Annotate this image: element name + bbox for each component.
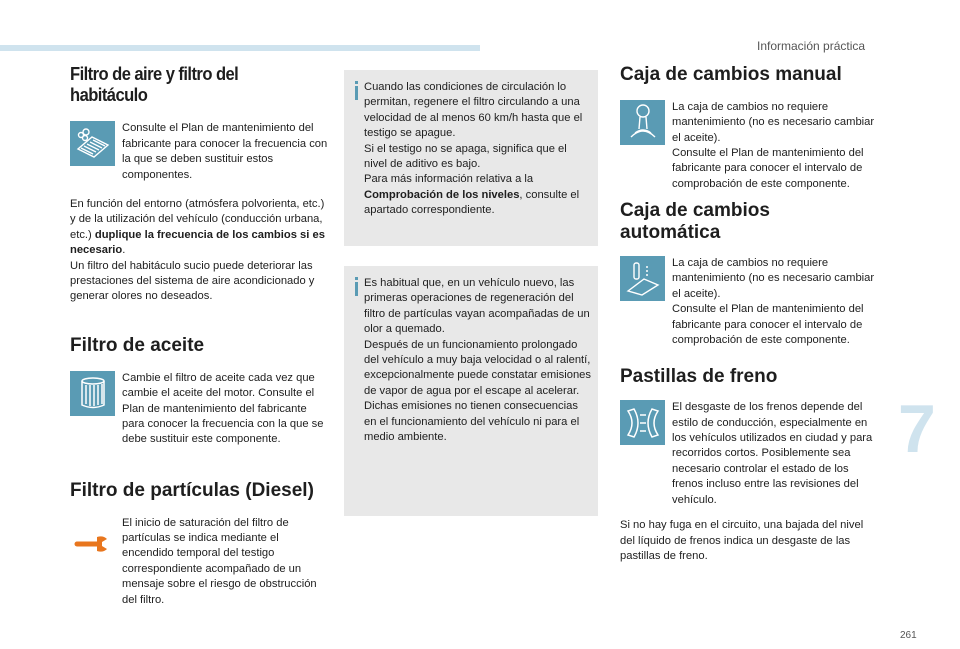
info-icon bbox=[348, 276, 364, 506]
info2-p2: Después de un funcionamiento prolongado del vehículo a muy baja velocidad o al ralentí, excepcionalmente puede constatar emisiones de vapor de agua por el escape al acelerar. Dichas emisiones no tienen consecuencias en el funcionamiento del vehículo ni para el medio ambiente. bbox=[364, 338, 591, 444]
brake-pads-icon bbox=[620, 400, 665, 445]
gear-lever-icon bbox=[620, 100, 665, 145]
manual-gearbox-p2: Consulte el Plan de mantenimiento del fabricante para conocer el intervalo de comprobación de este componente. bbox=[672, 147, 864, 190]
info2-p1: Es habitual que, en un vehículo nuevo, las primeras operaciones de regeneración del filtro de partículas vayan acompañadas de un olor a quemado. bbox=[364, 277, 590, 336]
automatic-selector-icon bbox=[620, 256, 665, 301]
particle-filter-block bbox=[70, 516, 332, 608]
air-filter-icon-text: Consulte el Plan de mantenimiento del fabricante para conocer la frecuencia con la que se deben sustituir estos componentes. bbox=[122, 122, 328, 181]
section-title: Información práctica bbox=[757, 39, 866, 53]
header-bar bbox=[0, 45, 480, 51]
info-icon bbox=[348, 80, 364, 236]
air-filter-emphasis: duplique la frecuencia de los cambios si es necesario bbox=[70, 228, 325, 257]
oil-filter-title: Filtro de aceite bbox=[70, 334, 205, 356]
oil-filter-icon bbox=[70, 371, 115, 416]
info-box-new-vehicle bbox=[344, 266, 598, 516]
air-filter-icon bbox=[70, 121, 115, 166]
info1-p2: Si el testigo no se apaga, significa que el nivel de aditivo es bajo. bbox=[364, 142, 567, 171]
brake-pads-text: El desgaste de los frenos depende del estilo de conducción, especialmente en los vehículos utilizados en ciudad y para recorridos cortos. Posiblemente sea necesario controlar el estado de los frenos incluso entre las revisiones del vehículo. bbox=[672, 401, 873, 506]
automatic-gearbox-p1: La caja de cambios no requiere mantenimiento (no es necesario cambiar el aceite). bbox=[672, 256, 875, 300]
air-filter-title: Filtro de aire y filtro del habitáculo bbox=[70, 64, 239, 105]
column-right bbox=[620, 64, 875, 564]
particle-filter-title: Filtro de partículas (Diesel) bbox=[70, 479, 314, 501]
automatic-gearbox-title: Caja de cambios automática bbox=[620, 200, 770, 244]
brake-fluid-text: Si no hay fuga en el circuito, una bajada del nivel del líquido de frenos indica un desgaste de las pastillas de freno. bbox=[620, 519, 864, 562]
info1-p3: Para más información relativa a la Comprobación de los niveles, consulte el apartado correspondiente. bbox=[364, 173, 580, 217]
chapter-number: 7 bbox=[898, 391, 936, 467]
particle-filter-text: El inicio de saturación del filtro de partículas se indica mediante el encendido temporal del testigo correspondiente acompañado de un mensaje sobre el riesgo de obstrucción del filtro. bbox=[122, 516, 317, 606]
column-middle bbox=[344, 70, 598, 516]
info1-emphasis: Comprobación de los niveles bbox=[364, 188, 520, 201]
info-box-regeneration bbox=[344, 70, 598, 246]
oil-filter-block bbox=[70, 371, 332, 448]
brake-pads-block bbox=[620, 400, 875, 508]
air-filter-body-1: En función del entorno (atmósfera polvorienta, etc.) y de la utilización del vehículo (conducción urbana, etc.) duplique la frecuencia de los cambios si es necesario. bbox=[70, 198, 325, 257]
info1-p1: Cuando las condiciones de circulación lo permitan, regenere el filtro circulando a una velocidad de al menos 60 km/h hasta que el testigo se apague. bbox=[364, 81, 583, 140]
wrench-icon bbox=[70, 516, 115, 561]
manual-gearbox-title: Caja de cambios manual bbox=[620, 64, 842, 85]
automatic-gearbox-block bbox=[620, 256, 875, 348]
manual-gearbox-p1: La caja de cambios no requiere mantenimiento (no es necesario cambiar el aceite). bbox=[672, 100, 875, 144]
page-number: 261 bbox=[900, 630, 917, 641]
air-filter-block bbox=[70, 121, 332, 183]
automatic-gearbox-p2: Consulte el Plan de mantenimiento del fabricante para conocer el intervalo de comprobación de este componente. bbox=[672, 303, 864, 346]
oil-filter-text: Cambie el filtro de aceite cada vez que cambie el aceite del motor. Consulte el Plan de mantenimiento del fabricante para conocer la frecuencia con la que se debe sustituir este componente. bbox=[122, 371, 324, 446]
brake-pads-title: Pastillas de freno bbox=[620, 366, 778, 388]
column-left bbox=[70, 64, 332, 608]
air-filter-body-2: Un filtro del habitáculo sucio puede deteriorar las prestaciones del sistema de aire acondicionado y generar olores no deseados. bbox=[70, 259, 315, 303]
manual-gearbox-block bbox=[620, 100, 875, 192]
